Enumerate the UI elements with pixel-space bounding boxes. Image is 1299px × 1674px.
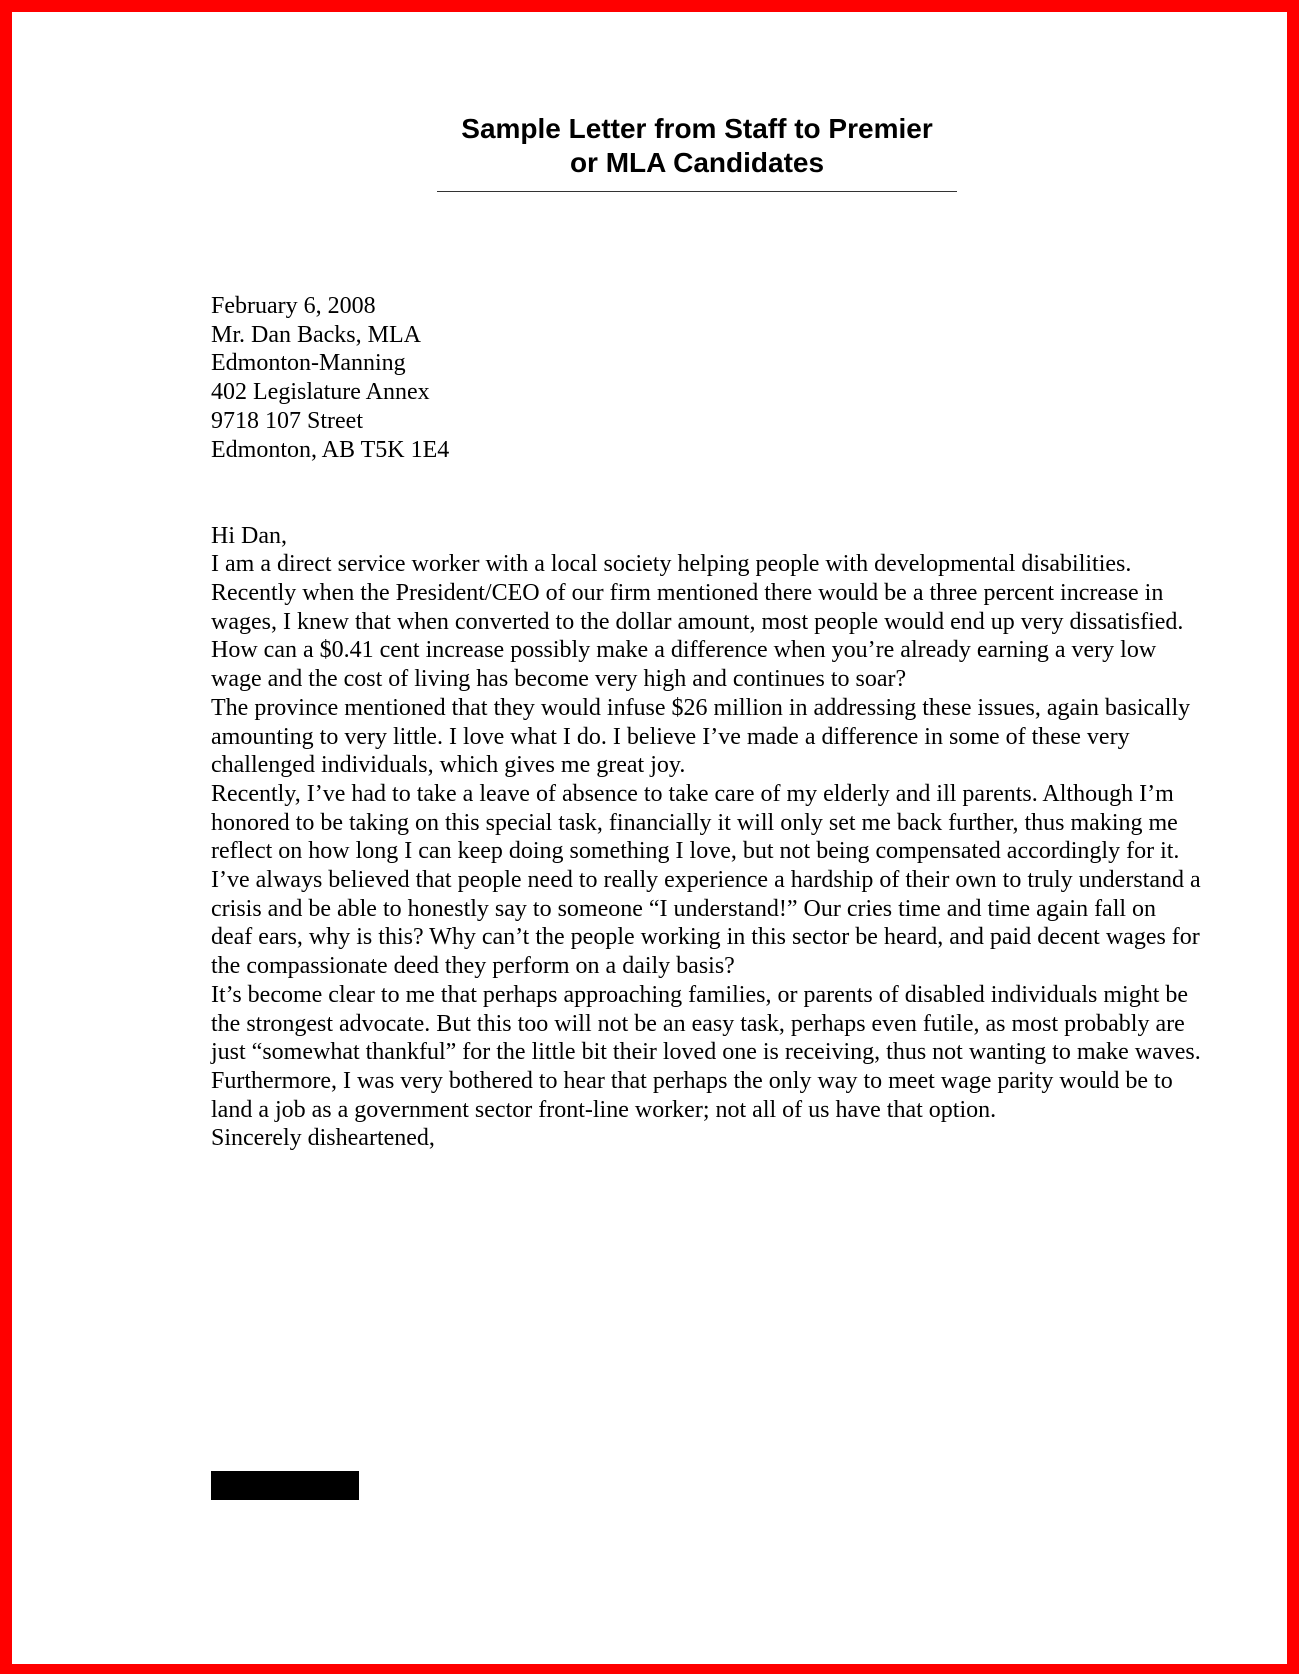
title-underline xyxy=(437,191,957,192)
letter-title xyxy=(437,112,957,180)
signature-redaction-bar xyxy=(211,1471,359,1500)
closing: Sincerely disheartened, xyxy=(211,1125,435,1152)
address-line: 402 Legislature Annex xyxy=(211,379,430,406)
title-line-1: Sample Letter from Staff to Premier xyxy=(461,113,933,144)
address-line: Mr. Dan Backs, MLA xyxy=(211,321,421,348)
paragraph-5: It’s become clear to me that perhaps approaching families, or parents of disabled individuals might be the strongest advocate. But this too will not be an easy task, perhaps even futile, as most probably are just “somewhat thankful” for the little bit their loved one is receiving, thus not wanting to make waves. Furthermore, I was very bothered to hear that perhaps the only way to meet wage parity would be to land a job as a government sector front-line worker; not all of us have that option. xyxy=(211,981,1201,1123)
paragraph-3: Recently, I’ve had to take a leave of absence to take care of my elderly and ill parents. Although I’m honored to be taking on this special task, financially it will only set me back further, thus making me reflect on how long I can keep doing something I love, but not being compensated accordingly for it. xyxy=(211,780,1180,865)
letter-body xyxy=(211,292,1201,1153)
paragraph-4: I’ve always believed that people need to really experience a hardship of their own to truly understand a crisis and be able to honestly say to someone “I understand!” Our cries time and time again fall on deaf ears, why is this? Why can’t the people working in this sector be heard, and paid decent wages for the compassionate deed they perform on a daily basis? xyxy=(211,867,1201,980)
letter-date: February 6, 2008 xyxy=(211,293,376,319)
salutation: Hi Dan, xyxy=(211,522,287,549)
title-line-2: or MLA Candidates xyxy=(569,147,825,178)
address-line: Edmonton-Manning xyxy=(211,350,406,377)
address-line: 9718 107 Street xyxy=(211,407,363,434)
address-line: Edmonton, AB T5K 1E4 xyxy=(211,436,450,463)
recipient-address xyxy=(211,321,1201,465)
paragraph-1: I am a direct service worker with a local society helping people with developmental disabilities. Recently when the President/CEO of our firm mentioned there would be a three percent increase in wages, I knew that when converted to the dollar amount, most people would end up very dissatisfied. How can a $0.41 cent increase possibly make a difference when you’re already earning a very low wage and the cost of living has become very high and continues to soar? xyxy=(211,551,1184,693)
paragraph-2: The province mentioned that they would infuse $26 million in addressing these issues, again basically amounting to very little. I love what I do. I believe I’ve made a difference in some of these very challenged individuals, which gives me great joy. xyxy=(211,694,1191,779)
